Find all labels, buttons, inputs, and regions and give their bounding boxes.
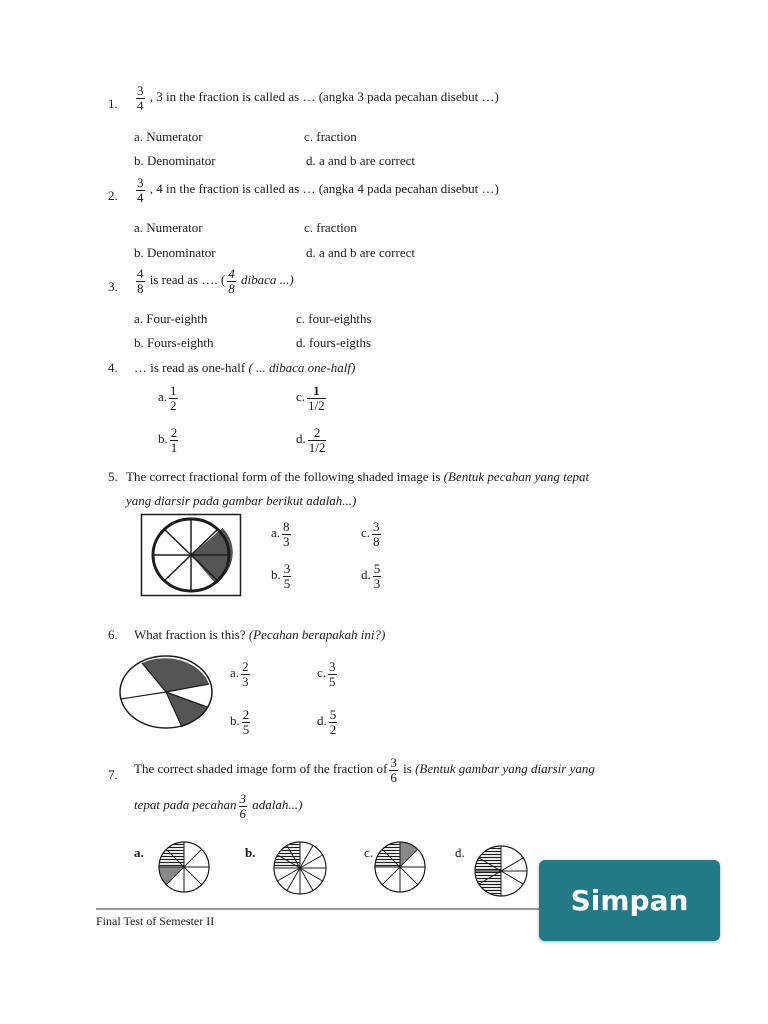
q7-stem-line2: tepat pada pecahan $\frac{3}{6}$ adalah...) xyxy=(134,791,303,821)
q5-option-d: d. $\frac{5}{3}$ xyxy=(361,561,381,591)
q1-option-c: c. fraction xyxy=(304,129,357,144)
q3-option-d: d. fours-eigths xyxy=(296,335,372,350)
q7-question xyxy=(134,756,595,784)
q2-option-b: b. Denominator xyxy=(134,245,216,260)
q6-stem-italic: (Pecahan berapakah ini?) xyxy=(248,627,386,642)
q7-number: 7. xyxy=(108,767,118,782)
q4-option-c: c. $\frac{1}{1/2}$ xyxy=(296,383,325,413)
q6-circle-figure xyxy=(118,654,214,730)
q1-stem: , 3 in the fraction is called as … (angka 3 pada pecahan disebut …) xyxy=(149,89,499,105)
q1-number: 1. xyxy=(108,96,118,111)
q7-option-a-label: a. xyxy=(134,845,144,860)
q3-fraction: $\frac{4}{8}$ xyxy=(137,266,144,296)
q6-number: 6. xyxy=(108,627,118,642)
q4-option-d: d. $\frac{2}{1/2}$ xyxy=(296,425,326,455)
q5-option-b: b. $\frac{3}{5}$ xyxy=(271,561,291,591)
q3-option-c: c. four-eighths xyxy=(296,311,372,326)
q2-fraction: $\frac{3}{4}$ xyxy=(137,175,144,205)
q2-option-a: a. Numerator xyxy=(134,220,203,235)
q7-option-c-label: c. xyxy=(364,845,374,860)
q3-question xyxy=(134,267,294,295)
q1-fraction: $\frac{3}{4}$ xyxy=(137,83,144,113)
q1-option-a: a. Numerator xyxy=(134,129,203,144)
q6-option-a: a. $\frac{2}{3}$ xyxy=(230,659,249,689)
q6-option-d: d. $\frac{5}{2}$ xyxy=(317,707,337,737)
q2-option-d: d. a and b are correct xyxy=(306,245,415,260)
q3-option-a: a. Four-eighth xyxy=(134,311,208,326)
footer-text: Final Test of Semester II xyxy=(96,914,215,928)
q3-stem: is read as …. ( xyxy=(149,272,226,288)
q3-number: 3. xyxy=(108,279,118,294)
q3-option-b: b. Fours-eighth xyxy=(134,335,214,350)
q1-option-b: b. Denominator xyxy=(134,153,216,168)
q2-option-c: c. fraction xyxy=(304,220,357,235)
q6-stem: What fraction is this? xyxy=(134,627,246,642)
q4-stem: … is read as one-half xyxy=(134,360,246,375)
q7-option-b-label: b. xyxy=(245,845,256,860)
q7-stem-after: is xyxy=(403,761,412,777)
q4-number: 4. xyxy=(108,360,118,375)
q3-stem-tail: dibaca ...) xyxy=(240,272,294,288)
q5-number: 5. xyxy=(108,469,118,484)
q2-number: 2. xyxy=(108,188,118,203)
q7-option-d-figure xyxy=(473,844,529,898)
q5-question xyxy=(126,469,589,485)
q5-stem-italic-2: yang diarsir pada gambar berikut adalah...) xyxy=(126,493,357,508)
q5-stem-italic: (Bentuk pecahan yang tepat xyxy=(443,469,590,484)
q1-option-d: d. a and b are correct xyxy=(306,153,415,168)
q5-circle-figure xyxy=(141,514,241,596)
q1-question xyxy=(134,84,499,112)
q7-fraction: $\frac{3}{6}$ xyxy=(390,755,397,785)
q2-stem: , 4 in the fraction is called as … (angka 4 pada pecahan disebut …) xyxy=(149,181,499,197)
q7-stem: The correct shaded image form of the fraction of xyxy=(134,761,388,777)
q7-option-d-label: d. xyxy=(455,845,465,860)
q7-option-b-figure xyxy=(272,840,328,896)
q4-option-a: a. $\frac{1}{2}$ xyxy=(158,383,177,413)
q4-question xyxy=(134,360,355,376)
save-button[interactable]: Simpan xyxy=(539,860,720,941)
q7-fraction-2: $\frac{3}{6}$ xyxy=(239,791,247,821)
q6-option-c: c. $\frac{3}{5}$ xyxy=(317,659,336,689)
q5-stem: The correct fractional form of the following shaded image is xyxy=(126,469,441,484)
q7-option-c-figure xyxy=(373,840,427,894)
q4-stem-tail: ( ... dibaca one-half) xyxy=(248,360,356,375)
q4-option-b: b. $\frac{2}{1}$ xyxy=(158,425,178,455)
q7-option-a-figure xyxy=(157,840,211,894)
q5-option-c: c. $\frac{3}{8}$ xyxy=(361,519,380,549)
q7-stem-italic: (Bentuk gambar yang diarsir yang xyxy=(415,761,595,777)
q6-option-b: b. $\frac{2}{5}$ xyxy=(230,707,250,737)
q3-fraction-2: $\frac{4}{8}$ xyxy=(228,266,235,296)
q6-question xyxy=(134,627,385,643)
q2-question xyxy=(134,176,499,204)
q5-option-a: a. $\frac{8}{3}$ xyxy=(271,519,290,549)
